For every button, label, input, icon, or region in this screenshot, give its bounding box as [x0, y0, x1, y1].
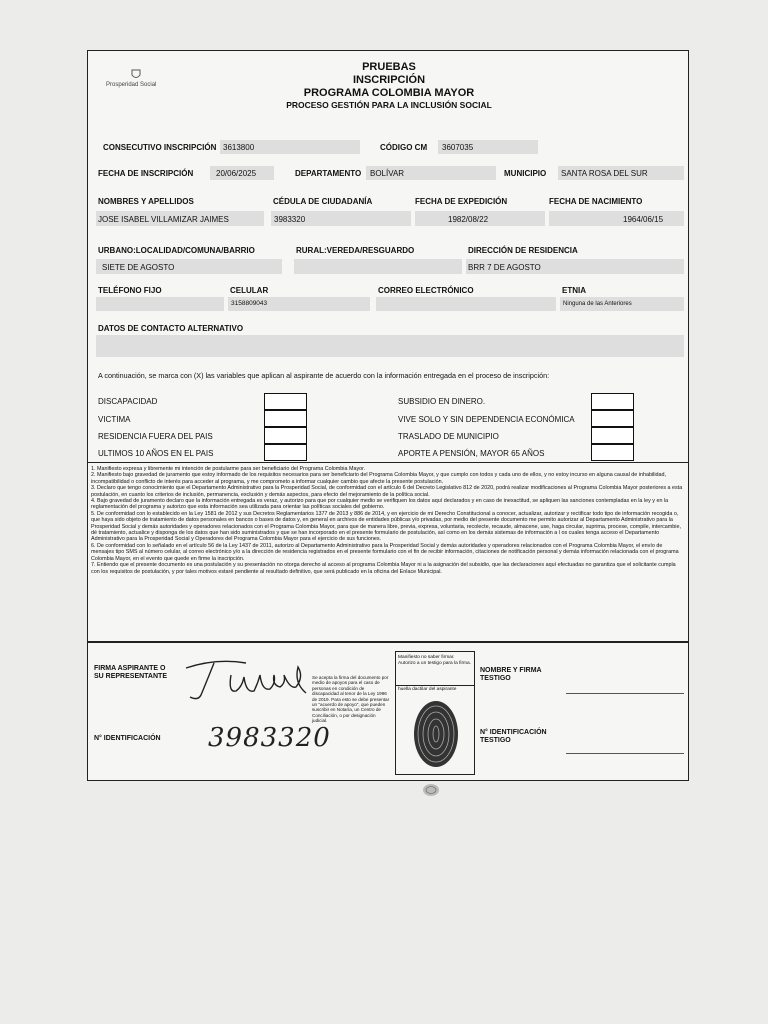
municipio-value: SANTA ROSA DEL SUR: [561, 169, 648, 178]
etnia-label: ETNIA: [562, 286, 586, 295]
checkbox-discapacidad[interactable]: [264, 393, 307, 410]
legal-item-4: 4. Bajo gravedad de juramento declaro que la información entregada es veraz, y autorizo para que por cualquier medio se verifiquen los datos aquí declarados y en caso de inexactitud, se apliquen las sanciones contempladas en la ley y en la reglamentación del programa y autorizo que esta información sea utilizada para orientar las políticas sociales del gobierno.: [91, 498, 669, 511]
divider-line: [88, 462, 688, 463]
checkbox-victima[interactable]: [264, 410, 307, 427]
legal-item-3: 3. Declaro que tengo conocimiento que el Departamento Administrativo para la Prosperidad Social, de conformidad con el artículo 6 del Decreto Legislativo 812 de 2020, podrá realizar modificaciones al Programa Colombia Mayor posteriores a esta postulación, en cuanto los criterios de inclusión, permanencia, exclusión y demás aspectos, para efecto del mejoramiento de la política social.: [91, 485, 683, 498]
header-programa: PROGRAMA COLOMBIA MAYOR: [303, 87, 475, 99]
direccion-label: DIRECCIÓN DE RESIDENCIA: [468, 246, 578, 255]
fingerprint-smudge-icon: [422, 783, 440, 797]
header-proceso: PROCESO GESTIÓN PARA LA INCLUSIÓN SOCIAL: [286, 100, 492, 110]
checkbox-vive-solo[interactable]: [591, 410, 634, 427]
correo-field: [376, 297, 556, 311]
apoyo-note: Se acepta la firma del documento por medio de apoyos para el caso de personas en condición de discapacidad al tenor de la Ley 1996 de 2019. Para esto se debe presentar un "acuerdo de apoyo", que pueden suscribir en Notaría, un Centro de Conciliación, o por designación judicial.: [312, 675, 390, 724]
id-aspirante-label: N° IDENTIFICACIÓN: [94, 735, 161, 742]
var-victima: VICTIMA: [98, 415, 131, 424]
direccion-value: BRR 7 DE AGOSTO: [468, 263, 541, 272]
nombres-label: NOMBRES Y APELLIDOS: [98, 197, 194, 206]
checkbox-subsidio[interactable]: [591, 393, 634, 410]
header-inscripcion: INSCRIPCIÓN: [352, 74, 426, 86]
expedicion-value: 1982/08/22: [448, 215, 489, 224]
cedula-label: CÉDULA DE CIUDADANÍA: [273, 197, 373, 206]
variables-intro: A continuación, se marca con (X) las variables que aplican al aspirante de acuerdo con la información entregada en el proceso de inscripción:: [98, 371, 550, 380]
manifiesto-text: Manifiesto no saber firmar. Autorizo a un testigo para la firma.: [398, 655, 472, 666]
logo-text: Prosperidad Social: [106, 82, 157, 88]
legal-item-5: 5. De conformidad con lo establecido en la Ley 1581 de 2012 y sus Decretos Reglamentarios 1377 de 2013 y 886 de 2014, y en ejercicio de mi Derecho Constitucional a conocer, actualizar, autorizar y rectificar todo tipo de información recogida o, que haya sido objeto de tratamiento de datos personales en bancos o bases de datos y, en general en archivos de entidades públicas y/o privadas, por medio del presente documento me permito autorizar al Departamento Administrativo para la Prosperidad Social y demás autoridades y operadores relacionados con el Programa Colombia Mayor, para que de manera libre, previa, expresa, voluntaria, recolecte, recaude, almacene, use, haga circular, suprima, procese, compile, intercambie, dé tratamiento, actualice y disponga de los datos que han sido suministrados y que se han incorporado en el presente formulario de postulación, así como en los demás sistemas de información a l os cuales tenga acceso el Departamento Administrativo para la Prosperidad Social y Operadores del Programa Colombia Mayor para el ejercicio de sus funciones.: [91, 510, 681, 543]
fecha-inscripcion-label: FECHA DE INSCRIPCIÓN: [98, 169, 194, 178]
checkbox-aporte-pension[interactable]: [591, 444, 634, 461]
checkbox-residencia-fuera[interactable]: [264, 427, 307, 444]
rural-label: RURAL:VEREDA/RESGUARDO: [296, 246, 415, 255]
manifiesto-box: [395, 651, 475, 775]
legal-item-1: 1. Manifiesto expresa y libremente mi intención de postularme para ser beneficiario del Programa Colombia Mayor.: [91, 466, 366, 472]
form-sheet: [87, 50, 689, 642]
signature-image: [176, 653, 326, 703]
consecutivo-label: CONSECUTIVO INSCRIPCIÓN: [103, 143, 217, 152]
legal-item-6: 6. De conformidad con lo señalado en el artículo 56 de la Ley 1437 de 2011, autorizo al Departamento Administrativo para la Prosperidad Social y demás autoridades y operadores relacionados con el Programa Colombia Mayor, el envío de mensajes tipo SMS al número celular, al correo electrónico y/o a la dirección de residencia registrados en el presente formulario con el fin de recibir información, citaciones de notificación personal y demás información relacionada con el programa Colombia Mayor, en el evento que quede en firme la inscripción.: [91, 542, 679, 562]
contacto-field: [96, 335, 684, 357]
testigo-id-line: [566, 753, 684, 754]
nacimiento-value: 1964/06/15: [623, 215, 664, 224]
consecutivo-value: 3613800: [223, 143, 255, 152]
telefono-label: TELÉFONO FIJO: [98, 286, 162, 295]
firma-aspirante-label: FIRMA ASPIRANTE O SU REPRESENTANTE: [94, 665, 167, 680]
nacimiento-field: [549, 211, 684, 226]
testigo-nombre-label: NOMBRE Y FIRMA TESTIGO: [480, 667, 542, 682]
header-pruebas: PRUEBAS: [362, 61, 416, 73]
var-subsidio: SUBSIDIO EN DINERO.: [398, 397, 486, 406]
contacto-label: DATOS DE CONTACTO ALTERNATIVO: [98, 324, 244, 333]
fecha-inscripcion-value: 20/06/2025: [216, 169, 257, 178]
id-handwritten: 3983320: [208, 723, 331, 753]
departamento-value: BOLÍVAR: [370, 169, 405, 178]
checkbox-ultimos-10[interactable]: [264, 444, 307, 461]
urbano-value: SIETE DE AGOSTO: [102, 263, 175, 272]
testigo-firma-line: [566, 693, 684, 694]
fingerprint-icon: [411, 698, 461, 770]
var-traslado: TRASLADO DE MUNICIPIO: [398, 432, 499, 441]
nacimiento-label: FECHA DE NACIMIENTO: [549, 197, 643, 206]
departamento-label: DEPARTAMENTO: [295, 169, 362, 178]
celular-value: 3158809043: [231, 300, 268, 307]
checkbox-traslado[interactable]: [591, 427, 634, 444]
expedicion-label: FECHA DE EXPEDICIÓN: [415, 197, 508, 206]
var-residencia-fuera: RESIDENCIA FUERA DEL PAIS: [98, 432, 213, 441]
municipio-label: MUNICIPIO: [504, 169, 547, 178]
legal-item-2: 2. Manifiesto bajo gravedad de juramento que estoy informado de los requisitos necesarios para ser beneficiario del Programa Colombia Mayor, y que cumplo con todos y cada uno de ellos, y no estoy incurso en alguna causal de inhabilidad, incompatibilidad o conflicto de interés para acceder al programa, y me comprometo a informar cualquier cambio que afecte la presente postulación.: [91, 472, 667, 485]
codigo-label: CÓDIGO CM: [380, 143, 428, 152]
rural-field: [294, 259, 462, 274]
var-aporte-pension: APORTE A PENSIÓN, MAYOR 65 AÑOS: [398, 449, 545, 458]
huella-label: huella dactilar del aspirante: [396, 685, 474, 693]
telefono-field: [96, 297, 224, 311]
var-vive-solo: VIVE SOLO Y SIN DEPENDENCIA ECONÓMICA: [398, 415, 575, 424]
var-discapacidad: DISCAPACIDAD: [98, 397, 158, 406]
codigo-value: 3607035: [442, 143, 474, 152]
urbano-label: URBANO:LOCALIDAD/COMUNA/BARRIO: [98, 246, 255, 255]
signature-section: [87, 642, 689, 781]
var-ultimos-10: ULTIMOS 10 AÑOS EN EL PAIS: [98, 449, 214, 458]
testigo-id-label: N° IDENTIFICACIÓN TESTIGO: [480, 729, 547, 744]
etnia-value: Ninguna de las Anteriores: [563, 301, 632, 307]
cedula-value: 3983320: [274, 215, 306, 224]
legal-declarations: [91, 466, 685, 575]
legal-item-7: 7. Entiendo que el presente documento es una postulación y su presentación no otorga derecho al acceso al programa Colombia Mayor ni a la asignación del subsidio, que las declaraciones aquí efectuadas no garantiza que el solicitante cumpla con los requisitos de postulación, y por tales motivos estaré pendiente al resultado definitivo, que será publicado en la oficina del Enlace Municipal.: [91, 562, 676, 575]
celular-label: CELULAR: [230, 286, 269, 295]
correo-label: CORREO ELECTRÓNICO: [378, 286, 474, 295]
nombres-value: JOSE ISABEL VILLAMIZAR JAIMES: [98, 215, 229, 224]
